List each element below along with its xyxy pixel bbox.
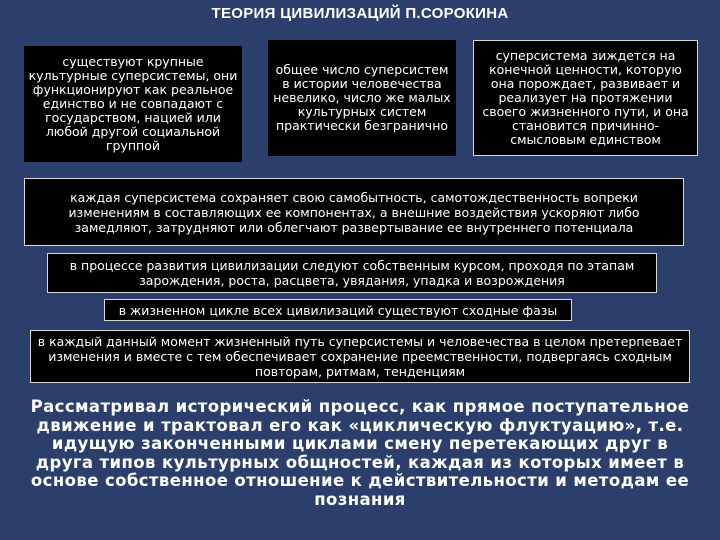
slide-title: ТЕОРИЯ ЦИВИЛИЗАЦИЙ П.СОРОКИНА [211, 5, 509, 22]
box-development-stages: в процессе развития цивилизации следуют собственным курсом, проходя по этапам зарождения, роста, расцвета, увядания, упадка и возрождения [47, 253, 657, 293]
box-number-of-supersystems: общее число суперсистем в истории человечества невелико, число же малых культурных систем практически безгранично [268, 40, 456, 156]
box-self-identity: каждая суперсистема сохраняет свою самобытность, самотождественность вопреки изменениям в составляющих ее компонентах, а внешние воздействия ускоряют либо замедляют, затрудняют или облегчают развертывание ее внутреннего потенциала [24, 178, 684, 246]
box-cultural-supersystems: существуют крупные культурные суперсистемы, они функционируют как реальное единство и не совпадают с государством, нацией или любой другой социальной группой [24, 46, 242, 162]
box-similar-phases: в жизненном цикле всех цивилизаций существуют сходные фазы [104, 299, 572, 321]
box-continuity: в каждый данный момент жизненный путь суперсистемы и человечества в целом претерпевает изменения и вместе с тем обеспечивает сохранение преемственности, подвергаясь сходным повторам, ритмам, тенденциям [30, 330, 690, 383]
summary-text: Рассматривал исторический процесс, как прямое поступательное движение и трактовал его как «циклическую флуктуацию», т.е. идущую законченными циклами смену перетекающих друг в друга типов культурных общностей, каждая из которых имеет в основе собственное отношение к действительности и методам ее познания [30, 397, 690, 509]
box-final-value: суперсистема зиждется на конечной ценности, которую она порождает, развивает и реализует на протяжении своего жизненного пути, и она становится причинно-смысловым единством [473, 40, 698, 156]
